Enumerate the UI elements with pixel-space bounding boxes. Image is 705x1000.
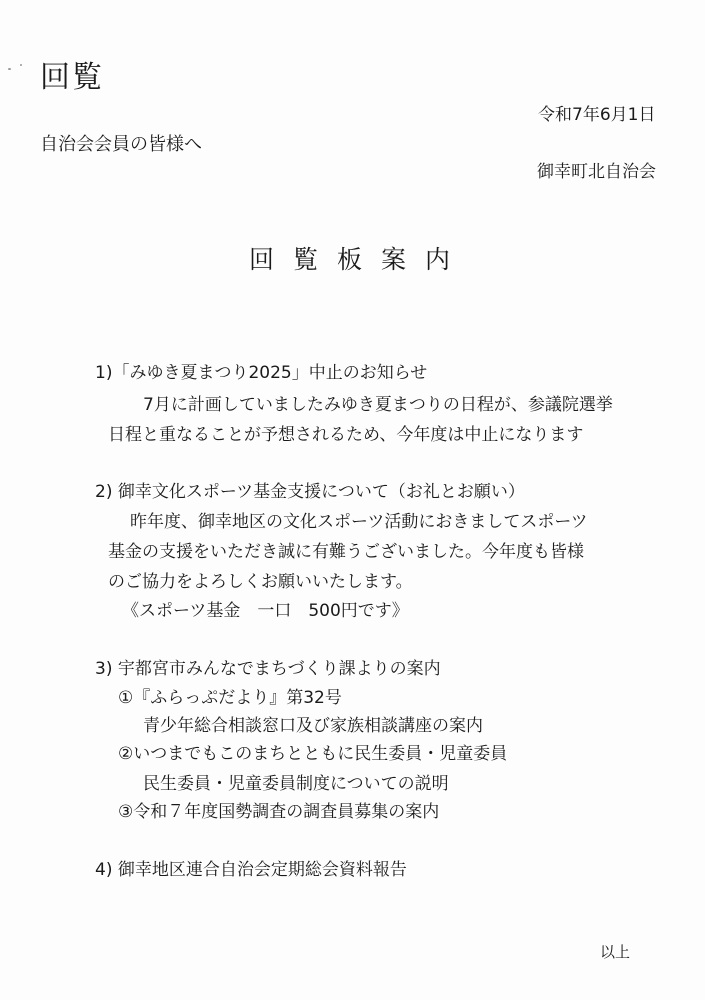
issue-date: 令和7年6月1日 [538,105,656,125]
item-4-heading: 4) 御幸地区連合自治会定期総会資料報告 [95,860,407,880]
item-3-subitem-2-title: ②いつまでもこのまちとともに民生委員・児童委員 [118,744,508,764]
item-1-heading: 1)「みゆき夏まつり2025」中止のお知らせ [95,363,428,383]
sender-organization: 御幸町北自治会 [537,162,656,182]
item-2-line: 基金の支援をいただき誠に有難うございました。今年度も皆様 [108,542,584,562]
scan-speck [20,64,22,66]
item-2-line: 昨年度、御幸地区の文化スポーツ活動におきましてスポーツ [130,512,588,532]
item-2-line: のご協力をよろしくお願いいたします。 [108,572,413,592]
item-3-heading: 3) 宇都宮市みんなでまちづくり課よりの案内 [95,659,441,679]
item-2-fee-note: 《スポーツ基金 一口 500円です》 [122,601,409,621]
circulation-mark: 回覧 [40,60,104,95]
item-3-subitem-1-title: ①『ふらっぷだより』第32号 [118,688,342,708]
item-1-line: 7月に計画していましたみゆき夏まつりの日程が、参議院選挙 [143,395,613,415]
closing-mark: 以上 [600,943,631,961]
item-3-subitem-2-detail: 民生委員・児童委員制度についての説明 [143,774,449,794]
item-3-subitem-3-title: ③令和７年度国勢調査の調査員募集の案内 [118,802,440,822]
recipient-line: 自治会会員の皆様へ [40,134,202,155]
document-title: 回覧板案内 [249,245,470,274]
item-1-line: 日程と重なることが予想されるため、今年度は中止になります [108,425,584,445]
scan-speck [8,68,11,70]
item-3-subitem-1-detail: 青少年総合相談窓口及び家族相談講座の案内 [143,716,483,736]
item-2-heading: 2) 御幸文化スポーツ基金支援について（お礼とお願い） [95,482,525,502]
